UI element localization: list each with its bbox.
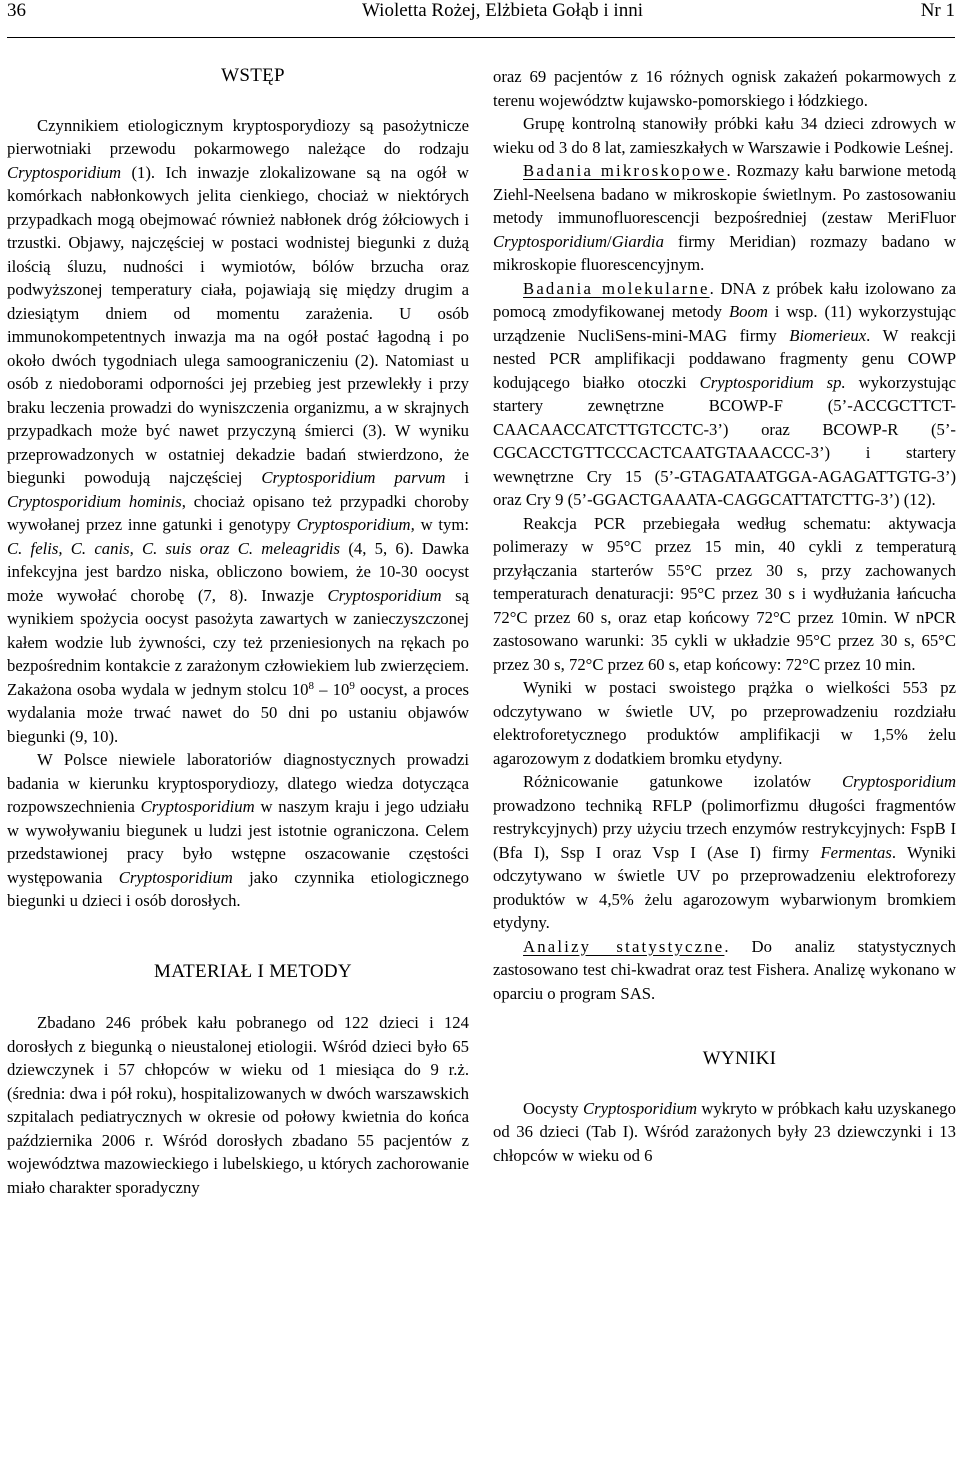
microscopy-paragraph: Badania mikroskopowe. Rozmazy kału barwione metodą Ziehl-Neelsena badano w mikroskopie świetlnym. Po zastosowaniu metody immunofluorescencji bezpośredniej (zestaw MeriFluor Cryptosporidium/Giardia firmy Meridian) rozmazy badano w mikroskopie fluorescencyjnym. xyxy=(493,161,956,274)
statistics-paragraph: Analizy statystyczne. Do analiz statystycznych zastosowano test chi-kwadrat oraz test Fishera. Analizę wykonano w oparciu o program SAS. xyxy=(493,936,956,1003)
molecular-label: Badania molekularne xyxy=(523,278,710,298)
molecular-paragraph: Badania molekularne. DNA z próbek kału izolowano za pomocą zmodyfikowanej metody Boom i wsp. (11) wykorzystując urządzenie NucliSens-mini-MAG firmy Biomerieux. W reakcji nested PCR amplifikacji poddawano fragmenty genu COWP kodującego białko otoczki Cryptosporidium sp. wykorzystując startery zewnętrzne BCOWP-F (5’-ACCGCTTCT-CAACAACCATCTTGTCCTC-3’) oraz BCOWP-R (5’-CGCACCTGTTCCCACTCAATGTAAACCC-3’) i startery wewnętrzne Cry 15 (5’-GTAGATAATGGA-AGAGATTGTG-3’) oraz Cry 9 (5’-GGACTGAAATA-CAGGCATTATCTTG-3’) (12). xyxy=(493,278,956,509)
statistics-label: Analizy statystyczne xyxy=(523,936,725,956)
left-column xyxy=(7,64,469,1199)
header-rule xyxy=(7,37,955,38)
running-authors: Wioletta Rożej, Elżbieta Gołąb i inni xyxy=(362,0,643,21)
control-group-paragraph: Grupę kontrolną stanowiły próbki kału 34 dzieci zdrowych w wieku od 3 do 8 lat, zamieszkałych w Warszawie i Podkowie Leśnej. xyxy=(493,114,956,157)
section-heading-intro: WSTĘP xyxy=(221,65,285,86)
microscopy-label: Badania mikroskopowe xyxy=(523,161,727,180)
right-column xyxy=(493,65,956,1167)
intro-paragraph-1: Czynnikiem etiologicznym kryptosporydiozy są pasożytnicze pierwotniaki przewodu pokarmowego należące do rodzaju Cryptosporidium (1). Ich inwazje zlokalizowane są na ogół w komórkach nabłonkowych jelita cienkiego, chociaż w niektórych przypadkach mogą obejmować również nabłonek dróg żółciowych i trzustki. Objawy, najczęściej w postaci wodnistej biegunki z dużą ilością śluzu, nudności i wymiotów, bólów brzucha oraz podwyższonej temperatury ciała, pojawiają się między drugim a dziesiątym dniem od momentu zarażenia. U osób immunokompetentnych inwazja ma na ogół postać łagodną i po około dwóch tygodniach ulega samoograniczeniu (2). Natomiast u osób z niedoborami odporności jej przebieg jest przewlekły i przy braku leczenia prowadzi do wyniszczenia organizmu, a w skrajnych przypadkach może być nawet przyczyną śmierci (3). W wyniku przeprowadzonych w ostatniej dekadzie badań stwierdzono, że biegunki powodują najczęściej Cryptosporidium parvum i Cryptosporidium hominis, chociaż opisano też przypadki choroby wywołanej przez inne gatunki i genotypy Cryptosporidium, w tym: C. felis, C. canis, C. suis oraz C. meleagridis (4, 5, 6). Dawka infekcyjna jest bardzo niska, obliczono bowiem, że 10-30 oocyst może wywołać chorobę (7, 8). Inwazje Cryptosporidium są wynikiem spożycia oocyst pasożyta zawartych w zanieczyszczonej kałem wodzie lub żywności, czy też przeniesionych na rękach po bezpośrednim kontakcie z zarażonym człowiekiem lub zwierzęciem. Zakażona osoba wydala w jednym stolcu $10^8 - 10^9$ oocyst, a proces wydalania może trwać nawet do 50 dni po ustaniu objawów biegunki (9, 10). xyxy=(7,115,469,746)
rflp-paragraph: Różnicowanie gatunkowe izolatów Cryptosporidium prowadzono techniką RFLP (polimorfizmu długości fragmentów restrykcyjnych) przy użyciu trzech enzymów restrykcyjnych: FspB I (Bfa I), Ssp I oraz Vsp I (Ase I) firmy Fermentas. Wyniki odczytywano w świetle UV po przeprowadzeniu elektroforezy produktów w 4,5% żelu agarozowym wybarwionym bromkiem etydyny. xyxy=(493,772,957,932)
section-heading-methods: MATERIAŁ I METODY xyxy=(154,960,352,982)
section-heading-results: WYNIKI xyxy=(702,1048,777,1069)
pcr-paragraph: Reakcja PCR przebiegała według schematu: aktywacja polimerazy w 95°C przez 15 min, 40 cykli z temperaturą przyłączania starterów 55°C przez 30 s, przy zachowanych temperaturach denaturacji: 95°C przez 30 s i wydłużania łańcucha 72°C przez 60 s, oraz etap końcowy 72°C przez 10min. W nPCR zastosowano warunki: 35 cykli w układzie 95°C przez 30 s, 65°C przez 30 s, 72°C przez 60 s, etap końcowy: 72°C przez 10 min. xyxy=(493,513,956,674)
methods-paragraph-1: Zbadano 246 próbek kału pobranego od 122 dzieci i 124 dorosłych z biegunką o nieustalonej etiologii. Wśród dzieci było 65 dziewczynek i 57 chłopców w wieku od 1 miesiąca do 9 r.ż. (średnia: dwa i pół roku), hospitalizowanych w dwóch warszawskich szpitalach pediatrycznych w okresie od połowy kwietnia do końca października 2006 r. Wśród dorosłych zbadano 55 pacjentów z województwa mazowieckiego i lubelskiego, u których zachorowanie miało charakter sporadyczny xyxy=(7,1013,469,1197)
issue-number: Nr 1 xyxy=(920,0,955,21)
page-number: 36 xyxy=(7,0,26,21)
results-paragraph-1: Oocysty Cryptosporidium wykryto w próbkach kału uzyskanego od 36 dzieci (Tab I). Wśród zarażonych były 23 dziewczynki i 13 chłopców w wieku od 6 xyxy=(493,1098,956,1165)
intro-paragraph-2: W Polsce niewiele laboratoriów diagnostycznych prowadzi badania w kierunku kryptosporydiozy, dlatego wiedza dotycząca rozpowszechnienia Cryptosporidium w naszym kraju i jego udziału w wywoływaniu biegunek u ludzi jest istotnie ograniczona. Celem przedstawionej pracy było wstępne oszacowanie częstości występowania Cryptosporidium jako czynnika etiologicznego biegunki u dzieci i osób dorosłych. xyxy=(7,750,470,910)
electrophoresis-paragraph: Wyniki w postaci swoistego prążka o wielkości 553 pz odczytywano w świetle UV, po przeprowadzeniu rozdziału elektroforetycznego produktów amplifikacji w 1,5% żelu agarozowym z dodatkiem bromku etydyny. xyxy=(493,678,956,768)
running-header xyxy=(7,0,955,26)
methods-paragraph-1-cont: oraz 69 pacjentów z 16 różnych ognisk zakażeń pokarmowych z terenu województw kujawsko-pomorskiego i łódzkiego. xyxy=(493,67,956,110)
